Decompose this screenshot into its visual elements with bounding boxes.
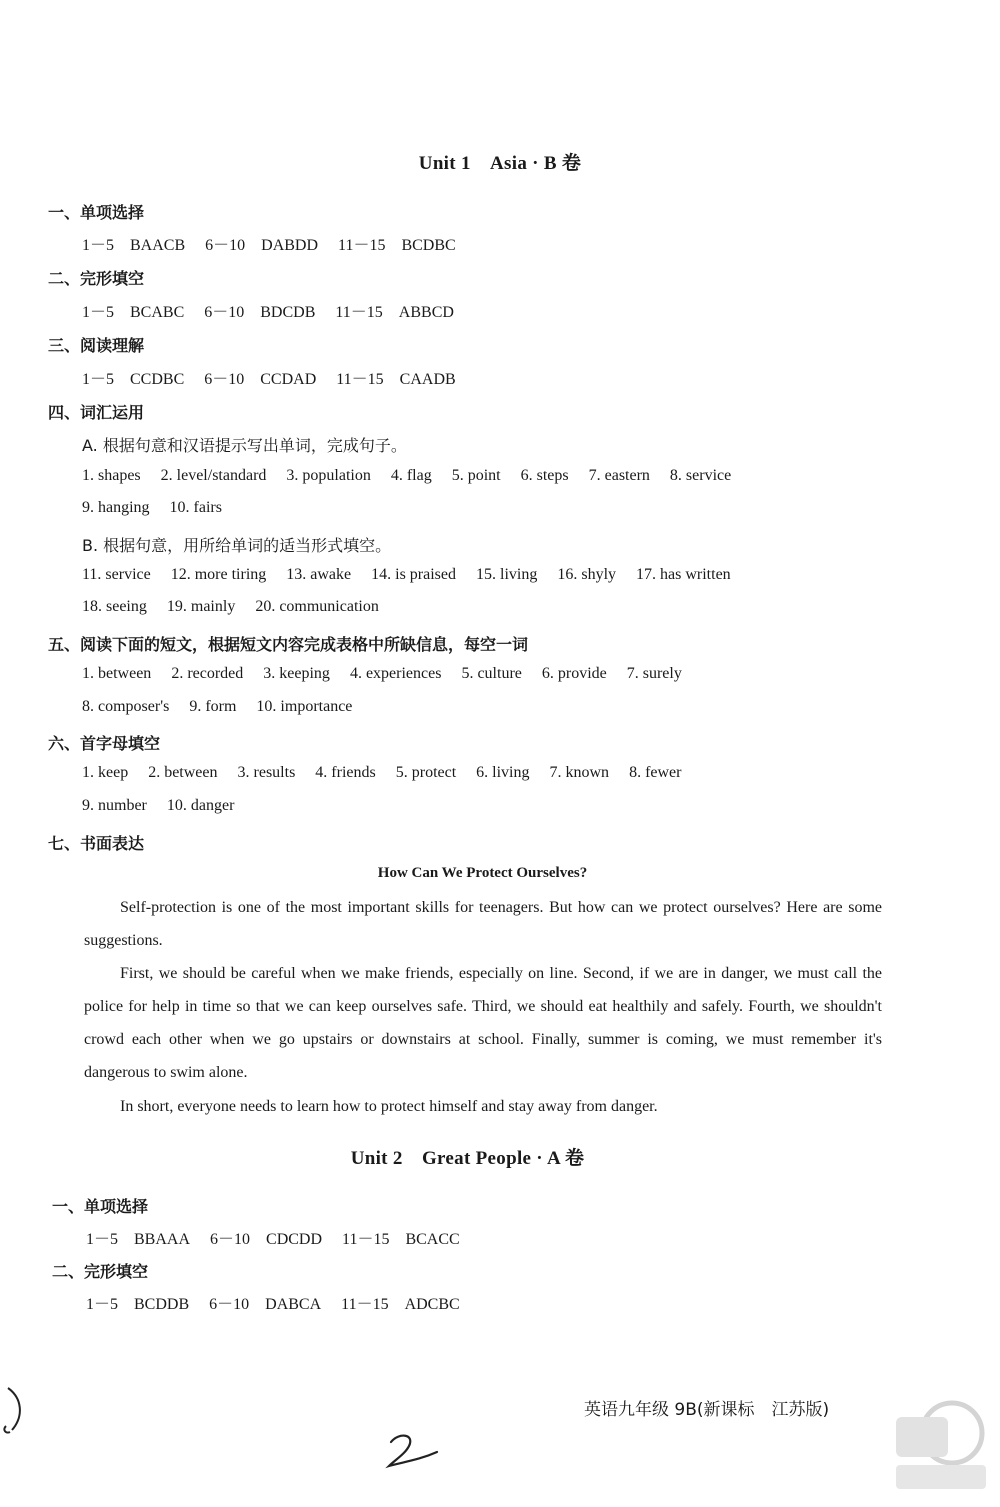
answer-item: 6. living <box>476 764 530 781</box>
answer-item: 20. communication <box>255 598 379 615</box>
u1-s1-answers <box>82 232 472 255</box>
u2-s2-answers <box>86 1291 476 1314</box>
u1-s4-b-instruction: B. 根据句意，用所给单词的适当形式填空。 <box>82 536 392 555</box>
answer-item: 1. shapes <box>82 467 141 484</box>
answer-item: 7. surely <box>626 665 682 682</box>
u1-s6-line1 <box>82 764 697 782</box>
u1-s6-line2 <box>82 797 250 815</box>
answer-item: 13. awake <box>286 566 352 583</box>
answer-item: 5. protect <box>395 764 457 781</box>
answer-item: 1. keep <box>82 764 129 781</box>
u1-s3-heading: 三、阅读理解 <box>48 336 145 355</box>
u1-s2-answers <box>82 299 470 322</box>
answer-group: 6－10 DABDD <box>205 237 319 254</box>
answer-item: 3. keeping <box>263 665 330 682</box>
answer-group: 11－15 ADCBC <box>341 1296 460 1313</box>
u1-s4-a-line1 <box>82 467 747 485</box>
answer-item: 3. population <box>286 467 371 484</box>
answer-item: 16. shyly <box>557 566 617 583</box>
u1-s4-b-line2 <box>82 598 395 616</box>
answer-group: 1－5 BBAAA <box>86 1231 191 1248</box>
answer-group: 1－5 BAACB <box>82 237 186 254</box>
answer-item: 18. seeing <box>82 598 147 615</box>
answer-group: 1－5 BCABC <box>82 304 185 321</box>
answer-item: 10. danger <box>166 797 235 814</box>
essay-paragraph-3: In short, everyone needs to learn how to protect himself and stay away from danger. <box>120 1098 658 1115</box>
answer-item: 15. living <box>476 566 538 583</box>
unit2-title: Unit 2 Great People · A 卷 <box>350 1148 585 1169</box>
answer-group: 11－15 CAADB <box>336 371 456 388</box>
answer-item: 5. culture <box>461 665 522 682</box>
answer-item: 8. composer's <box>82 698 170 715</box>
essay-paragraph-2: First, we should be careful when we make friends, especially on line. Second, if we are in danger, we must call the police for help in time so that we can keep ourselves safe. Third, we should eat healthily and safely. Fourth, we shouldn't crowd each other when we go upstairs or downstairs at school. Finally, summer is coming, we must remember it's dangerous to swim alone. <box>84 965 882 1081</box>
answer-item: 4. friends <box>315 764 376 781</box>
answer-item: 8. fewer <box>629 764 682 781</box>
answer-item: 9. form <box>189 698 237 715</box>
answer-item: 4. flag <box>390 467 432 484</box>
answer-item: 1. between <box>82 665 152 682</box>
u1-s5-line1 <box>82 665 698 683</box>
answer-item: 2. between <box>148 764 218 781</box>
unit1-title: Unit 1 Asia · B 卷 <box>418 153 582 174</box>
answer-group: 6－10 CDCDD <box>210 1231 323 1248</box>
answer-item: 7. eastern <box>588 467 650 484</box>
u1-s7-heading: 七、书面表达 <box>48 834 145 853</box>
answer-item: 11. service <box>82 566 151 583</box>
answer-item: 9. hanging <box>82 499 150 516</box>
essay-title: How Can We Protect Ourselves? <box>377 865 588 881</box>
answer-item: 12. more tiring <box>170 566 267 583</box>
u1-s2-heading: 二、完形填空 <box>48 269 145 288</box>
u1-s5-line2 <box>82 698 368 716</box>
answer-group: 1－5 BCDDB <box>86 1296 190 1313</box>
u2-s2-heading: 二、完形填空 <box>52 1262 149 1281</box>
answer-item: 8. service <box>669 467 732 484</box>
u2-s1-answers <box>86 1226 476 1249</box>
u1-s1-heading: 一、单项选择 <box>48 203 145 222</box>
answer-item: 3. results <box>237 764 296 781</box>
answer-item: 2. recorded <box>171 665 244 682</box>
answer-item: 9. number <box>82 797 147 814</box>
answer-item: 17. has written <box>636 566 731 583</box>
book-footer: 英语九年级 9B(新课标 江苏版) <box>584 1400 830 1420</box>
answer-group: 11－15 ABBCD <box>335 304 454 321</box>
answer-item: 19. mainly <box>166 598 236 615</box>
answer-group: 6－10 CCDAD <box>204 371 317 388</box>
answer-site-watermark-icon <box>890 1395 990 1495</box>
answer-item: 10. fairs <box>169 499 222 516</box>
margin-bracket-icon <box>0 1380 30 1440</box>
answer-group: 11－15 BCDBC <box>338 237 456 254</box>
handwritten-page-number-icon <box>385 1430 440 1470</box>
u1-s4-heading: 四、词汇运用 <box>48 403 145 422</box>
answer-item: 14. is praised <box>371 566 456 583</box>
answer-group: 6－10 DABCA <box>209 1296 322 1313</box>
answer-item: 2. level/standard <box>160 467 267 484</box>
u1-s3-answers <box>82 366 472 389</box>
u2-s1-heading: 一、单项选择 <box>52 1197 149 1216</box>
u1-s4-b-line1 <box>82 566 747 584</box>
answer-item: 5. point <box>451 467 501 484</box>
u1-s6-heading: 六、首字母填空 <box>48 734 161 753</box>
essay-paragraph-1: Self-protection is one of the most important skills for teenagers. But how can we protect ourselves? Here are some suggestions. <box>84 899 882 949</box>
u1-s4-a-line2 <box>82 499 238 517</box>
answer-item: 6. provide <box>541 665 607 682</box>
answer-item: 10. importance <box>256 698 353 715</box>
answer-group: 1－5 CCDBC <box>82 371 185 388</box>
answer-item: 4. experiences <box>349 665 442 682</box>
answer-item: 6. steps <box>520 467 569 484</box>
u1-s4-a-instruction: A. 根据句意和汉语提示写出单词，完成句子。 <box>82 436 407 455</box>
u1-s5-heading: 五、阅读下面的短文，根据短文内容完成表格中所缺信息，每空一词 <box>48 635 529 654</box>
answer-item: 7. known <box>549 764 610 781</box>
answer-group: 11－15 BCACC <box>342 1231 460 1248</box>
answer-group: 6－10 BDCDB <box>204 304 316 321</box>
